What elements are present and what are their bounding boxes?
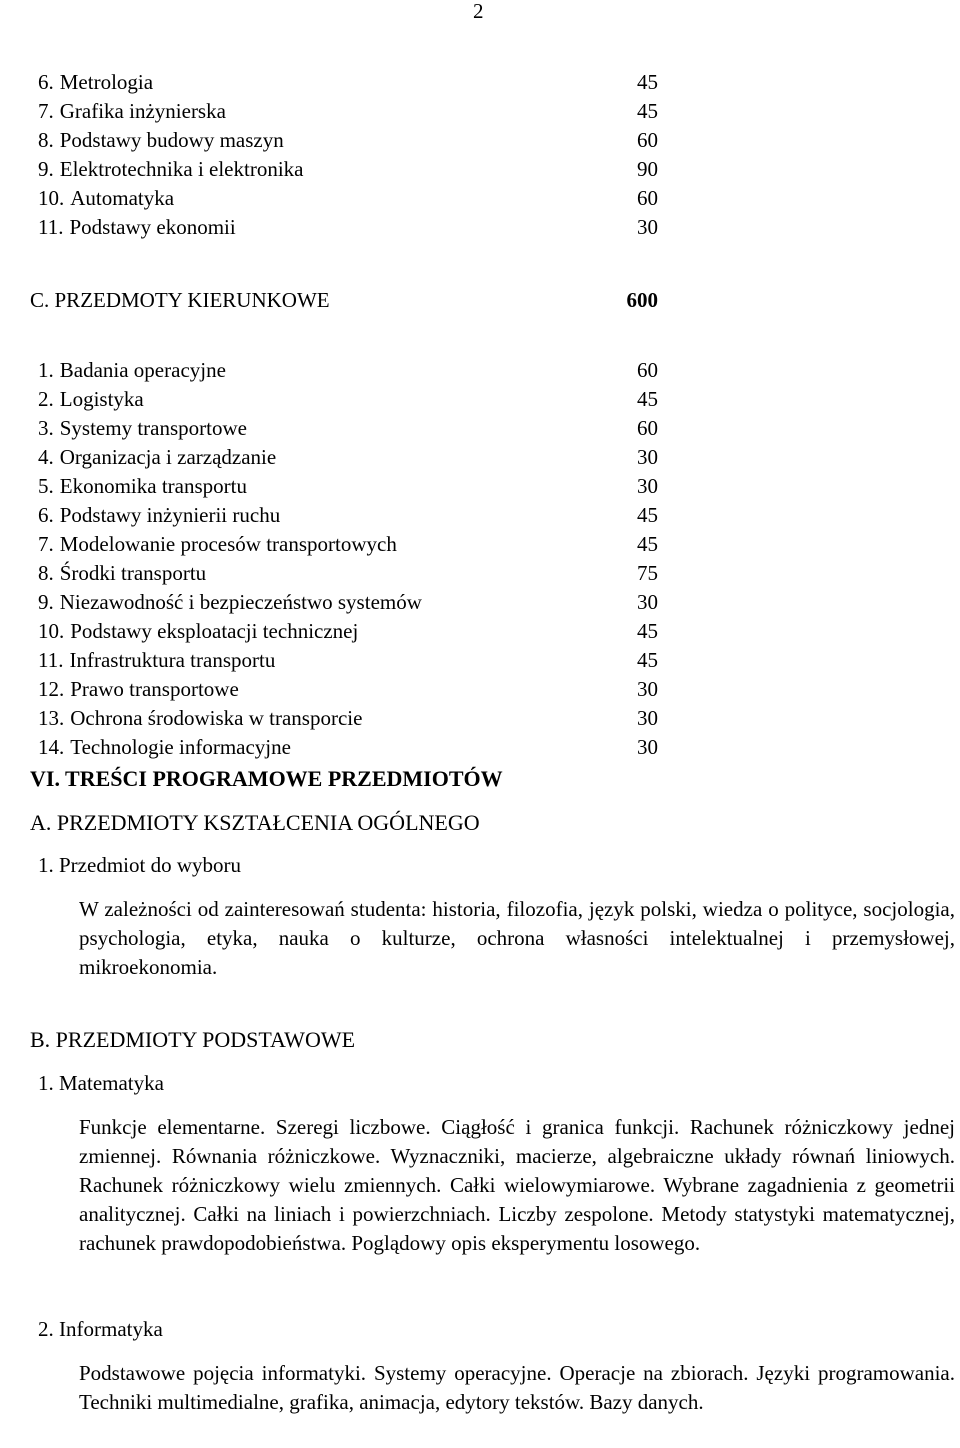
item-hours: 45 (637, 387, 658, 411)
item-hours: 45 (637, 99, 658, 123)
item-number: 13. (38, 706, 65, 730)
item-hours: 30 (637, 706, 658, 730)
item-number: 8. (38, 128, 54, 152)
item-name: Technologie informacyjne (70, 735, 291, 759)
item-hours: 45 (637, 532, 658, 556)
item-number: 7. (38, 532, 54, 556)
item-number: 6. (38, 70, 54, 94)
page-number: 2 (473, 0, 484, 23)
course-list-top (38, 68, 658, 242)
list-item (38, 385, 658, 414)
list-item (38, 68, 658, 97)
item-hours: 45 (637, 648, 658, 672)
item-name: Prawo transportowe (70, 677, 239, 701)
course-list-section-c (38, 356, 658, 762)
item-number: 10. (38, 619, 65, 643)
item-name: Metrologia (59, 70, 154, 94)
item-number: 4. (38, 445, 54, 469)
section-b-paragraph-1: Funkcje elementarne. Szeregi liczbowe. Ciągłość i granica funkcji. Rachunek różniczkowy jednej zmiennej. Równania różniczkowe. Wyznaczniki, macierze, algebraiczne układy równań liniowych. Rachunek różniczkowy wielu zmiennych. Całki wielowymiarowe. Wybrane zagadnienia z geometrii analitycznej. Całki na liniach i powierzchniach. Liczby zespolone. Metody statystyki matematycznej, rachunek prawdopodobieństwa. Poglądowy opis eksperymentu losowego. (79, 1115, 955, 1255)
section-b-title: B. PRZEDMIOTY PODSTAWOWE (30, 1027, 356, 1052)
item-hours: 30 (637, 474, 658, 498)
section-b-subtitle-2: 2. Informatyka (38, 1317, 163, 1341)
section-c-heading (30, 286, 658, 315)
item-hours: 45 (637, 619, 658, 643)
list-item (38, 530, 658, 559)
item-name: Logistyka (59, 387, 144, 411)
item-number: 7. (38, 99, 54, 123)
item-name: Ochrona środowiska w transporcie (70, 706, 363, 730)
item-hours: 60 (637, 128, 658, 152)
item-number: 2. (38, 387, 54, 411)
list-item (38, 704, 658, 733)
section-a-title: A. PRZEDMIOTY KSZTAŁCENIA OGÓLNEGO (30, 810, 480, 835)
item-name: Środki transportu (59, 561, 207, 585)
list-item (38, 472, 658, 501)
section-a-paragraph: W zależności od zainteresowań studenta: historia, filozofia, język polski, wiedza o polityce, socjologia, psychologia, etyka, nauka o kulturze, ochrona własności intelektualnej i przemysłowej, mikroekonomia. (79, 897, 955, 979)
item-number: 1. (38, 358, 54, 382)
item-name: Podstawy inżynierii ruchu (59, 503, 281, 527)
item-name: Podstawy eksploatacji technicznej (70, 619, 359, 643)
item-hours: 30 (637, 590, 658, 614)
item-hours: 90 (637, 157, 658, 181)
item-name: Podstawy ekonomii (69, 215, 236, 239)
list-item (38, 184, 658, 213)
list-item (38, 443, 658, 472)
item-hours: 30 (637, 445, 658, 469)
item-name: Podstawy budowy maszyn (59, 128, 284, 152)
list-item (38, 646, 658, 675)
section-b-subtitle-1: 1. Matematyka (38, 1071, 164, 1095)
item-name: Elektrotechnika i elektronika (59, 157, 304, 181)
item-number: 11. (38, 648, 64, 672)
item-number: 5. (38, 474, 54, 498)
item-hours: 30 (637, 735, 658, 759)
section-c-title: C. PRZEDMOTY KIERUNKOWE (30, 288, 330, 312)
list-item (38, 356, 658, 385)
item-number: 10. (38, 186, 65, 210)
item-number: 9. (38, 590, 54, 614)
item-name: Systemy transportowe (59, 416, 247, 440)
item-name: Automatyka (70, 186, 175, 210)
list-item (38, 414, 658, 443)
list-item (38, 733, 658, 762)
list-item (38, 559, 658, 588)
item-name: Modelowanie procesów transportowych (59, 532, 397, 556)
list-item (38, 501, 658, 530)
item-name: Badania operacyjne (59, 358, 226, 382)
item-number: 6. (38, 503, 54, 527)
item-name: Grafika inżynierska (59, 99, 226, 123)
item-hours: 45 (637, 503, 658, 527)
item-number: 11. (38, 215, 64, 239)
list-item (38, 126, 658, 155)
item-hours: 30 (637, 215, 658, 239)
item-number: 3. (38, 416, 54, 440)
item-number: 12. (38, 677, 65, 701)
item-hours: 60 (637, 416, 658, 440)
item-number: 9. (38, 157, 54, 181)
item-number: 14. (38, 735, 65, 759)
item-hours: 45 (637, 70, 658, 94)
list-item (38, 675, 658, 704)
section-vi-title: VI. TREŚCI PROGRAMOWE PRZEDMIOTÓW (30, 766, 503, 791)
list-item (38, 97, 658, 126)
item-name: Ekonomika transportu (59, 474, 247, 498)
item-hours: 60 (637, 186, 658, 210)
item-number: 8. (38, 561, 54, 585)
list-item (38, 155, 658, 184)
item-name: Organizacja i zarządzanie (59, 445, 277, 469)
item-hours: 30 (637, 677, 658, 701)
section-c-hours: 600 (626, 288, 658, 312)
item-name: Infrastruktura transportu (69, 648, 276, 672)
item-name: Niezawodność i bezpieczeństwo systemów (59, 590, 422, 614)
list-item (38, 213, 658, 242)
list-item (38, 617, 658, 646)
section-b-paragraph-2: Podstawowe pojęcia informatyki. Systemy operacyjne. Operacje na zbiorach. Języki programowania. Techniki multimedialne, grafika, animacja, edytory tekstów. Bazy danych. (79, 1361, 955, 1414)
item-hours: 75 (637, 561, 658, 585)
list-item (38, 588, 658, 617)
item-hours: 60 (637, 358, 658, 382)
section-a-subtitle: 1. Przedmiot do wyboru (38, 853, 241, 877)
